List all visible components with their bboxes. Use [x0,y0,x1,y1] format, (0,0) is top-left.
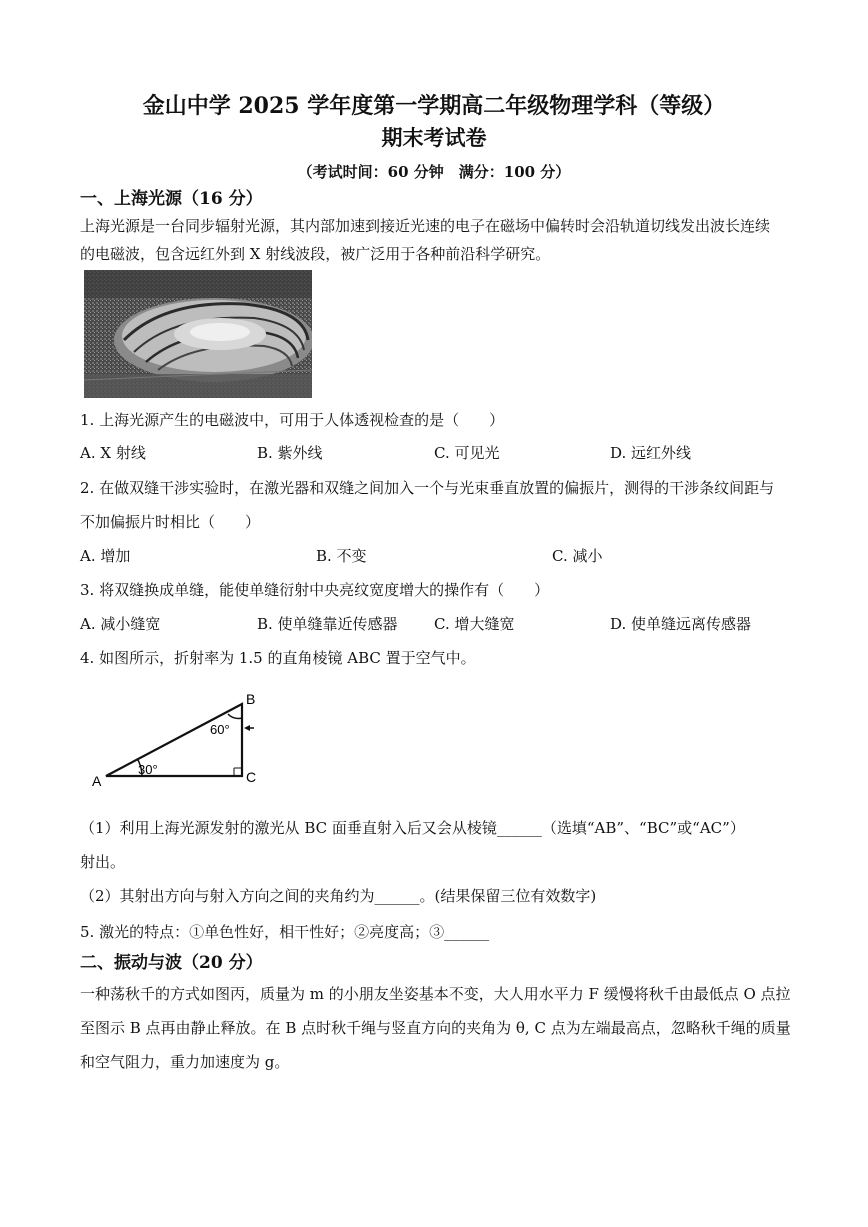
q1-option-c: C. 可见光 [434,444,500,462]
angle-b-arc [228,714,242,719]
exam-title: 金山中学 2025 学年度第一学期高二年级物理学科（等级） [142,93,726,119]
section1-intro-line1: 上海光源是一台同步辐射光源，其内部加速到接近光速的电子在磁场中偏转时会沿轨道切线发出波长连续 [80,217,771,235]
section2-line3: 和空气阻力，重力加速度为 g。 [80,1053,290,1071]
exam-subtitle: 期末考试卷 [381,125,487,150]
prism-diagram [84,690,284,790]
q4-part2: （2）其射出方向与射入方向之间的夹角约为______。(结果保留三位有效数字) [80,887,597,905]
q1-stem: 1. 上海光源产生的电磁波中，可用于人体透视检查的是（ ） [80,411,505,429]
synchrotron-photo [84,270,312,398]
q1-option-b: B. 紫外线 [257,444,323,462]
label-angle-b: 60° [210,722,230,737]
q1-option-d: D. 远红外线 [610,444,692,462]
q2-option-b: B. 不变 [316,547,367,565]
section2-line2: 至图示 B 点再由静止释放。在 B 点时秋千绳与竖直方向的夹角为 θ, C 点为左端最高点，忽略秋千绳的质量 [80,1019,791,1037]
q2-option-c: C. 减小 [552,547,603,565]
q3-option-d: D. 使单缝远离传感器 [610,615,752,633]
exam-info: （考试时间：60 分钟 满分：100 分） [297,163,571,181]
section2-heading: 二、振动与波（20 分） [80,953,263,973]
label-b: B [246,691,256,707]
q2-option-a: A. 增加 [80,547,131,565]
q2-stem-line1: 2. 在做双缝干涉实验时，在激光器和双缝之间加入一个与光束垂直放置的偏振片，测得的干涉条纹间距与 [80,479,775,497]
arrow-head [244,725,250,731]
section1-heading: 一、上海光源（16 分） [80,189,263,209]
label-c: C [246,769,257,785]
q2-stem-line2: 不加偏振片时相比（ ） [80,513,261,531]
q5-stem: 5. 激光的特点：①单色性好，相干性好；②亮度高；③______ [80,923,490,941]
q3-stem: 3. 将双缝换成单缝，能使单缝衍射中央亮纹宽度增大的操作有（ ） [80,581,550,599]
section1-intro-line2: 的电磁波，包含远红外到 X 射线波段，被广泛用于各种前沿科学研究。 [80,245,551,263]
q4-stem: 4. 如图所示，折射率为 1.5 的直角棱镜 ABC 置于空气中。 [80,649,476,667]
label-a: A [92,773,102,789]
q4-part1-line1: （1）利用上海光源发射的激光从 BC 面垂直射入后又会从棱镜______（选填“AB”、“BC”或“AC”） [80,819,745,837]
q4-part1-line2: 射出。 [80,853,126,871]
q3-option-c: C. 增大缝宽 [434,615,515,633]
q3-option-a: A. 减小缝宽 [80,615,161,633]
q3-option-b: B. 使单缝靠近传感器 [257,615,398,633]
prism-triangle [106,704,242,776]
section2-line1: 一种荡秋千的方式如图丙，质量为 m 的小朋友坐姿基本不变，大人用水平力 F 缓慢将秋千由最低点 O 点拉 [80,985,791,1003]
q1-option-a: A. X 射线 [80,444,146,462]
label-angle-a: 30° [138,762,158,777]
